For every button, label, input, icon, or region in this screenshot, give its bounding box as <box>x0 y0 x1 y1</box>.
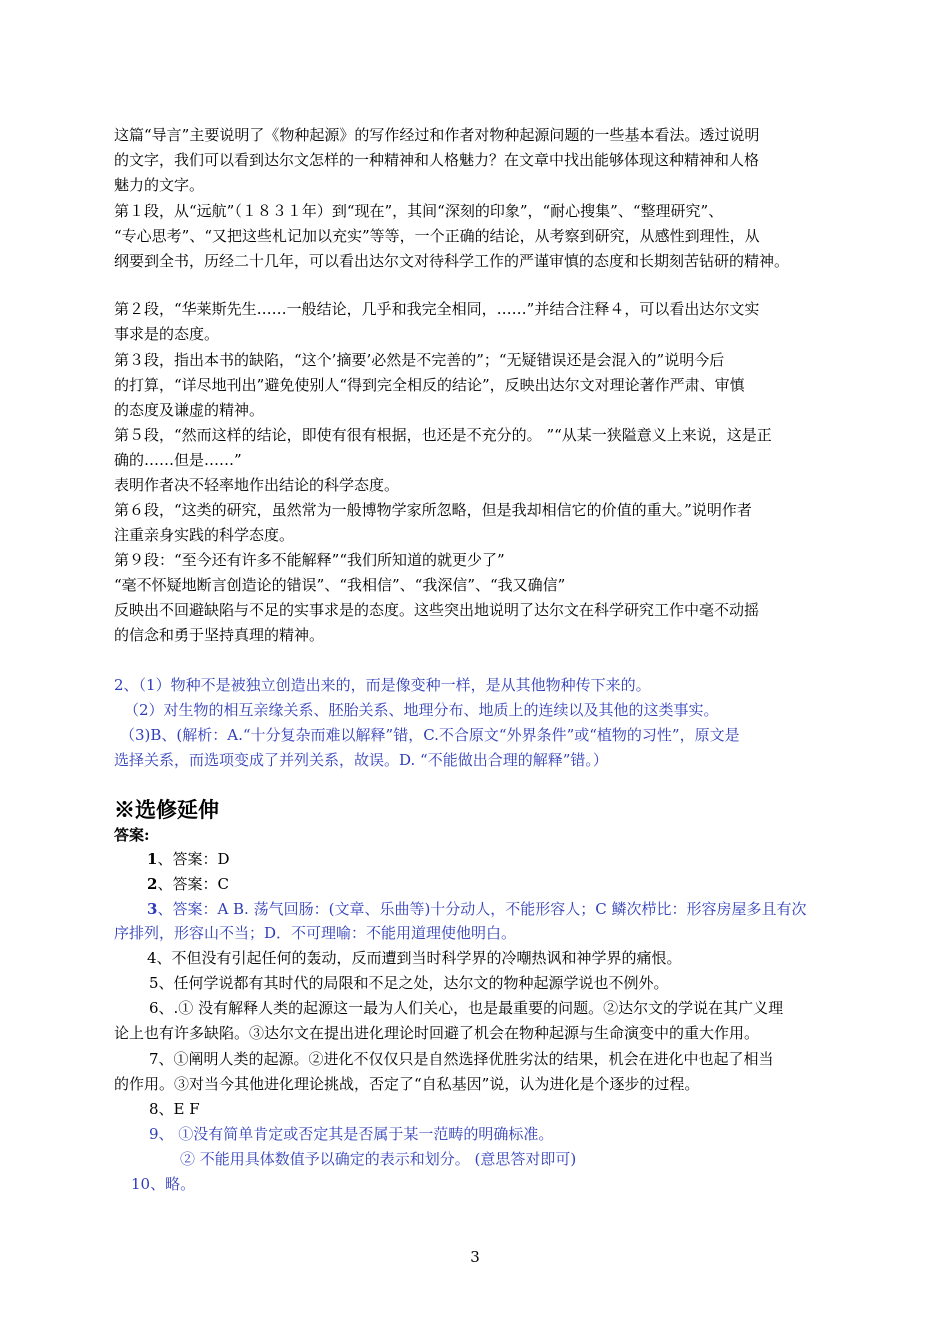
answer-line: 9、 ①没有简单肯定或否定其是否属于某一范畴的明确标准。 <box>149 1125 554 1143</box>
paragraph-line: 第５段，“然而这样的结论，即使有很有根据，也还是不充分的。 ”“从某一狭隘意义上来说，这是正 <box>114 426 772 444</box>
paragraph-line: “专心思考”、“又把这些札记加以充实”等等，一个正确的结论，从考察到研究，从感性到理性，从 <box>114 227 760 245</box>
paragraph-line: 表明作者决不轻率地作出结论的科学态度。 <box>114 476 400 494</box>
paragraph-line: 第１段，从“远航”（１８３１年）到“现在”，其间“深刻的印象”，“耐心搜集”、“整理研究”、 <box>114 202 724 220</box>
answer-line: 论上也有许多缺陷。③达尔文在提出进化理论时回避了机会在物种起源与生命演变中的重大作用。 <box>114 1024 760 1042</box>
answer-line: 选择关系，而选项变成了并列关系，故误。D. “不能做出合理的解释”错。） <box>114 751 608 769</box>
answer-text: 、答案：C <box>157 875 229 893</box>
answer-item <box>147 898 847 920</box>
answer-line: 2、（1）物种不是被独立创造出来的，而是像变种一样，是从其他物种传下来的。 <box>114 676 651 694</box>
answer-item <box>147 873 877 895</box>
answer-line: 序排列，形容山不当；D．不可理喻：不能用道理使他明白。 <box>114 924 517 942</box>
answer-number: 3 <box>147 900 158 918</box>
paragraph-line: 确的……但是……” <box>114 451 242 469</box>
paragraph-line: 的打算，“详尽地刊出”避免使别人“得到完全相反的结论”，反映出达尔文对理论著作严肃、审慎 <box>114 376 745 394</box>
paragraph-line: 纲要到全书，历经二十几年，可以看出达尔文对待科学工作的严谨审慎的态度和长期刻苦钻研的精神。 <box>114 252 790 270</box>
paragraph-line: “毫不怀疑地断言创造论的错误”、“我相信”、“我深信”、“我又确信” <box>114 576 566 594</box>
answer-line: 4、不但没有引起任何的轰动，反而遭到当时科学界的冷嘲热讽和神学界的痛恨。 <box>147 949 682 967</box>
answer-number: 2 <box>147 875 158 893</box>
paragraph-line: 第２段，“华莱斯先生……一般结论，几乎和我完全相同，……”并结合注释４，可以看出达尔文实 <box>114 300 760 318</box>
answer-line: 5、任何学说都有其时代的局限和不足之处，达尔文的物种起源学说也不例外。 <box>149 974 669 992</box>
paragraph-line: 的信念和勇于坚持真理的精神。 <box>114 626 325 644</box>
answer-line: （2）对生物的相互亲缘关系、胚胎关系、地理分布、地质上的连续以及其他的这类事实。 <box>124 701 719 719</box>
section-title: ※选修延伸 <box>114 797 219 822</box>
answer-line: ② 不能用具体数值予以确定的表示和划分。 (意思答对即可) <box>180 1150 577 1168</box>
paragraph-line: 注重亲身实践的科学态度。 <box>114 526 295 544</box>
answer-line: 8、E F <box>149 1100 200 1118</box>
page-number: 3 <box>470 1248 480 1266</box>
answer-item <box>147 848 877 870</box>
answer-line: 的作用。③对当今其他进化理论挑战，否定了“自私基因”说，认为进化是个逐步的过程。 <box>114 1075 700 1093</box>
paragraph-line: 事求是的态度。 <box>114 325 220 343</box>
paragraph-line: 第６段，“这类的研究，虽然常为一般博物学家所忽略，但是我却相信它的价值的重大。”说明作者 <box>114 501 752 519</box>
answer-line: 6、.① 没有解释人类的起源这一最为人们关心，也是最重要的问题。②达尔文的学说在其广义理 <box>149 999 784 1017</box>
answer-number: 1 <box>147 850 158 868</box>
answer-text: 、答案：D <box>157 850 230 868</box>
answer-label: 答案: <box>114 826 150 844</box>
answer-text: 、答案：A B. 荡气回肠：(文章、乐曲等)十分动人，不能形容人；C 鳞次栉比：形容房屋多且有次 <box>157 900 807 918</box>
paragraph-line: 的文字，我们可以看到达尔文怎样的一种精神和人格魅力？在文章中找出能够体现这种精神和人格 <box>114 151 760 169</box>
answer-line: 7、①阐明人类的起源。②进化不仅仅只是自然选择优胜劣汰的结果，机会在进化中也起了相当 <box>149 1050 774 1068</box>
paragraph-line: 魅力的文字。 <box>114 176 205 194</box>
paragraph-line: 这篇“导言”主要说明了《物种起源》的写作经过和作者对物种起源问题的一些基本看法。透过说明 <box>114 126 760 144</box>
paragraph-line: 第３段，指出本书的缺陷，“这个’摘要’必然是不完善的”；“无疑错误还是会混入的”说明今后 <box>114 351 725 369</box>
answer-line: 10、略。 <box>131 1175 196 1193</box>
paragraph-line: 反映出不回避缺陷与不足的实事求是的态度。这些突出地说明了达尔文在科学研究工作中毫不动摇 <box>114 601 760 619</box>
answer-line: （3)B、(解析：A.“十分复杂而难以解释”错，C.不合原文“外界条件”或“植物的习性”，原文是 <box>120 726 740 744</box>
paragraph-line: 的态度及谦虚的精神。 <box>114 401 265 419</box>
paragraph-line: 第９段：“至今还有许多不能解释”“我们所知道的就更少了” <box>114 551 505 569</box>
